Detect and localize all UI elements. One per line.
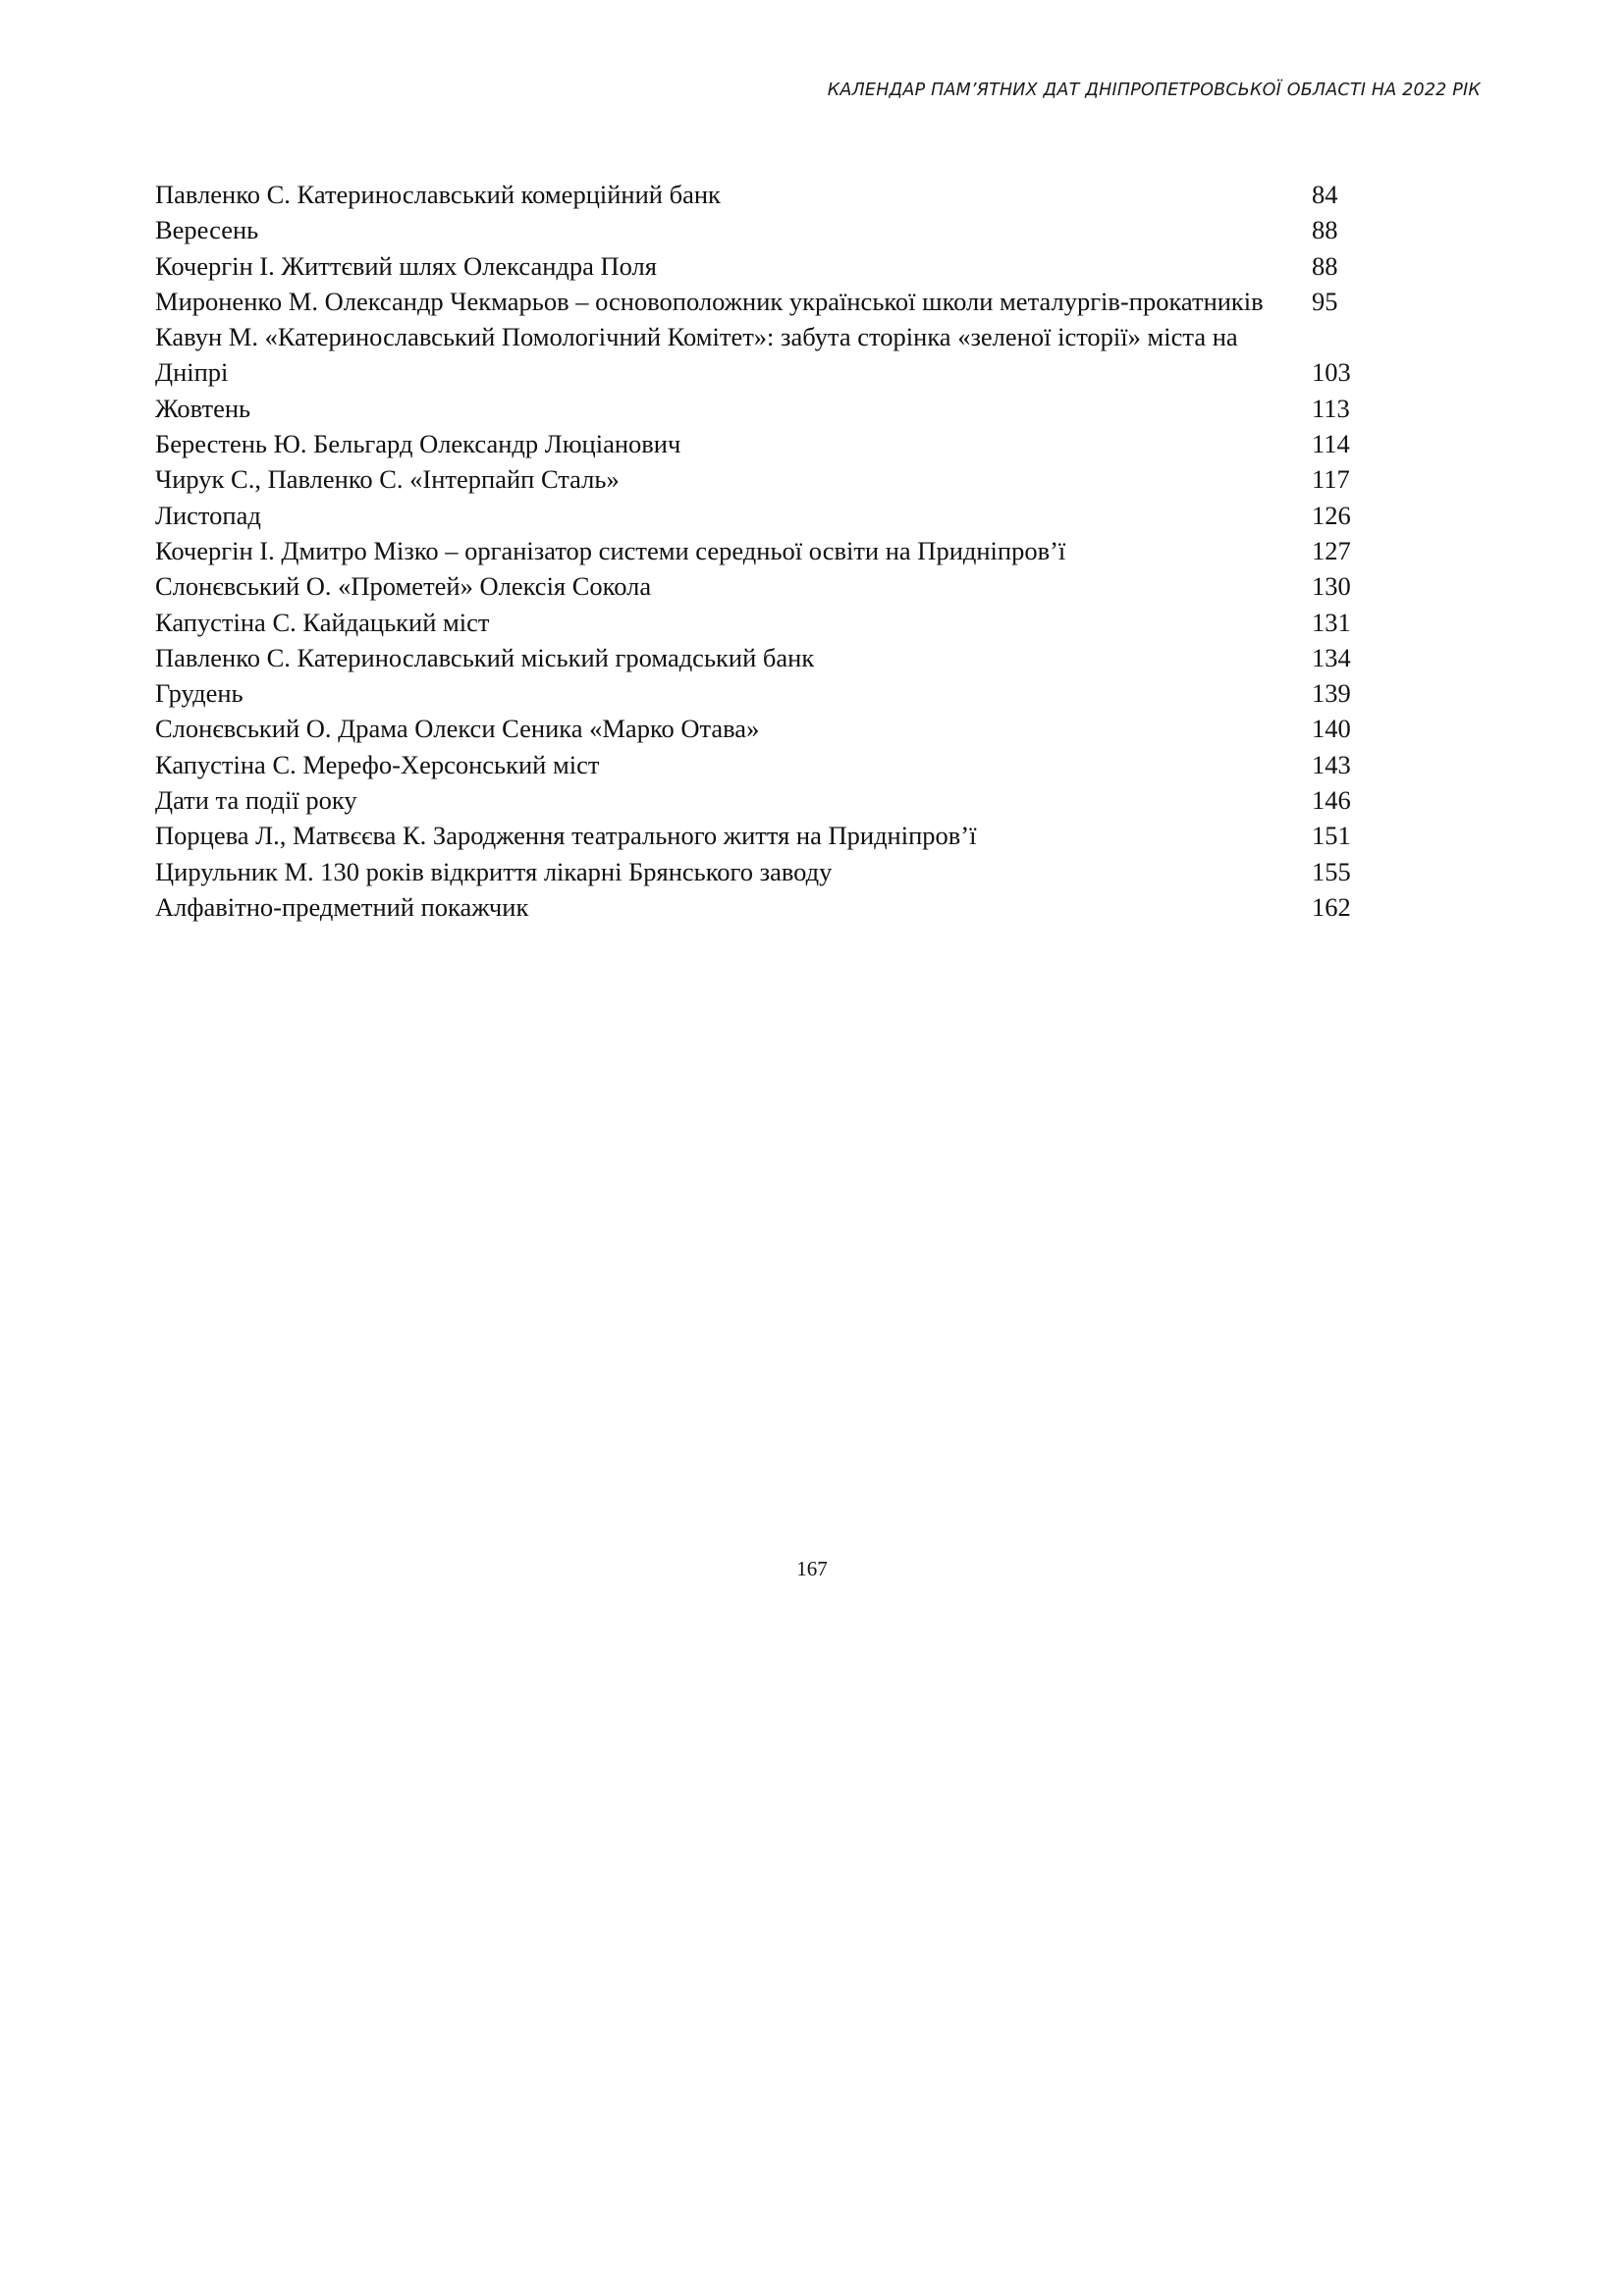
toc-entry xyxy=(155,177,1373,212)
toc-entry-title: Вересень xyxy=(155,215,259,245)
toc-entry-page: 140 xyxy=(1312,714,1351,744)
toc-entry-page: 139 xyxy=(1312,678,1351,709)
toc-entry xyxy=(155,782,1373,818)
running-header: КАЛЕНДАР ПАМ’ЯТНИХ ДАТ ДНІПРОПЕТРОВСЬКОЇ ОБЛАСТІ НА 2022 РІК xyxy=(827,80,1481,100)
toc-entry-title: Дати та події року xyxy=(155,785,357,816)
toc-entry-title: Слонєвський О. Драма Олекси Сеника «Марко Отава» xyxy=(155,714,760,744)
toc-entry xyxy=(155,248,1373,284)
toc-entry xyxy=(155,568,1373,604)
toc-entry-title: Мироненко М. Олександр Чекмарьов – основоположник української школи металургів-прокатників xyxy=(155,286,1264,316)
toc-entry-title: Берестень Ю. Бельгард Олександр Люціанович xyxy=(155,429,681,459)
toc-entry-page: 155 xyxy=(1312,856,1351,886)
toc-entry-title: Алфавітно-предметний покажчик xyxy=(155,891,529,922)
toc-entry-page: 130 xyxy=(1312,571,1351,602)
toc-entry xyxy=(155,818,1373,853)
toc-entry-page: 151 xyxy=(1312,821,1351,851)
toc-entry-title: Жовтень xyxy=(155,393,251,423)
toc-entry-title: Павленко С. Катеринославський комерційний банк xyxy=(155,180,721,209)
toc-entry-page: 126 xyxy=(1312,500,1351,530)
toc-entry xyxy=(155,605,1373,640)
toc-entry-title: Капустіна С. Мерефо-Херсонський міст xyxy=(155,749,600,779)
toc-entry-page: 113 xyxy=(1312,393,1350,423)
toc-entry-page: 88 xyxy=(1312,215,1338,245)
toc-entry-title: Кочергін І. Дмитро Мізко – організатор системи середньої освіти на Придніпров’ї xyxy=(155,535,1066,565)
toc-entry xyxy=(155,426,1373,461)
toc-entry xyxy=(155,461,1373,497)
toc-entry xyxy=(155,711,1373,746)
toc-entry-page: 114 xyxy=(1312,429,1350,459)
toc-entry xyxy=(155,640,1373,675)
toc-entry-title: Цирульник М. 130 років відкриття лікарні Брянського заводу xyxy=(155,856,833,886)
toc-entry-title: Кочергін І. Життєвий шлях Олександра Поля xyxy=(155,250,657,281)
toc-entry-title: Капустіна С. Кайдацький міст xyxy=(155,607,490,637)
toc-entry-page: 143 xyxy=(1312,749,1351,779)
toc-entry-title: Кавун М. «Катеринославський Помологічний Комітет»: забута сторінка «зеленої історії» міста на Дніпрі xyxy=(155,322,1238,388)
toc-entry-title: Порцева Л., Матвєєва К. Зародження театрального життя на Придніпров’ї xyxy=(155,821,977,851)
page-number: 167 xyxy=(796,1557,828,1580)
toc-entry-page: 162 xyxy=(1312,891,1351,922)
toc-entry-page: 146 xyxy=(1312,785,1351,816)
toc-entry xyxy=(155,889,1373,925)
toc-entry-page: 127 xyxy=(1312,535,1351,565)
toc-entry xyxy=(155,319,1373,391)
toc-entry-page: 134 xyxy=(1312,642,1351,672)
toc-entry xyxy=(155,284,1373,319)
toc-entry xyxy=(155,391,1373,426)
toc-entry-title: Листопад xyxy=(155,500,261,530)
toc-entry-page: 84 xyxy=(1312,180,1338,209)
toc-entry-title: Грудень xyxy=(155,678,244,709)
toc-entry-title: Чирук С., Павленко С. «Інтерпайп Сталь» xyxy=(155,464,620,495)
toc-entry-page: 103 xyxy=(1312,357,1351,388)
toc-entry-title: Павленко С. Катеринославський міський громадський банк xyxy=(155,642,815,672)
table-of-contents xyxy=(155,177,1373,925)
toc-entry xyxy=(155,212,1373,247)
toc-entry-page: 95 xyxy=(1312,286,1338,316)
toc-entry xyxy=(155,675,1373,711)
toc-entry-title: Слонєвський О. «Прометей» Олексія Сокола xyxy=(155,571,652,602)
toc-entry-page: 117 xyxy=(1312,464,1350,495)
toc-entry xyxy=(155,498,1373,533)
toc-entry xyxy=(155,533,1373,568)
toc-entry xyxy=(155,747,1373,782)
toc-entry-page: 131 xyxy=(1312,607,1351,637)
toc-entry xyxy=(155,854,1373,889)
toc-entry-page: 88 xyxy=(1312,250,1338,281)
